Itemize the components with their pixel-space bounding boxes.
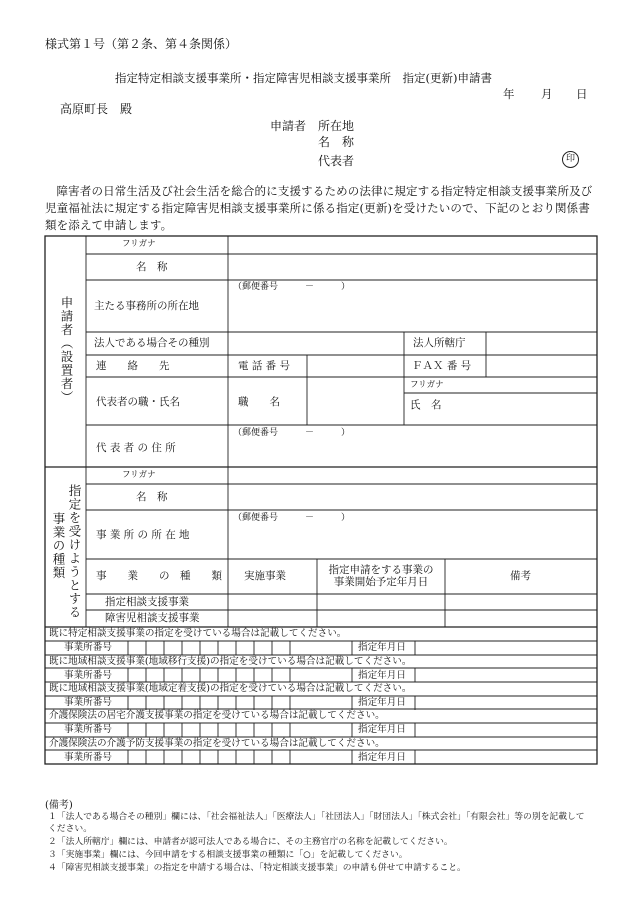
office-address-label: 事 業 所 の 所 在 地: [96, 529, 190, 541]
main-office-postal: （郵便番号 － ）: [233, 282, 351, 292]
start-date-line-2: 事業開始予定年月日: [333, 576, 429, 588]
past-office-number-label: 事業所番号: [64, 724, 112, 735]
past-section-heading: 既に地域相談支援事業(地域移行支援)の指定を受けている場合は記載してください。: [49, 656, 412, 667]
side-business-heading-2: 事業の種類: [51, 512, 66, 580]
past-designated-date-label: 指定年月日: [358, 697, 406, 708]
side-business-heading-1: 指定を受けようとする: [67, 484, 82, 619]
start-date-label: [318, 564, 444, 588]
type-child-consultation: 障害児相談支援事業: [105, 612, 200, 624]
name-label: 名 称: [136, 261, 168, 273]
rep-surname-label: 氏 名: [410, 399, 442, 411]
phone-label: 電 話 番 号: [238, 360, 291, 372]
rep-position-label: 職 名: [238, 396, 280, 408]
past-designated-date-label: 指定年月日: [358, 670, 406, 681]
past-designated-date-label: 指定年月日: [358, 642, 406, 653]
past-section-heading: 介護保険法の介護予防支援事業の指定を受けている場合は記載してください。: [49, 738, 385, 749]
applicant-rep-label: 代表者: [318, 154, 355, 168]
corp-type-label: 法人である場合その種別: [94, 337, 210, 349]
past-office-number-label: 事業所番号: [64, 752, 112, 763]
side-applicant-heading: 申請者（設置者）: [59, 296, 74, 404]
rep-name-label: 代表者の職・氏名: [96, 396, 180, 408]
corp-authority-label: 法人所轄庁: [413, 337, 466, 349]
past-office-number-label: 事業所番号: [64, 697, 112, 708]
notes-title: (備考): [45, 800, 73, 811]
past-section-heading: 既に特定相談支援事業の指定を受けている場合は記載してください。: [49, 628, 347, 639]
date-month: 月: [541, 87, 553, 101]
note-1: １「法人である場合その種別」欄には、「社会福祉法人」「医療法人」「社団法人」「財団法人」「株式会社」「有限会社」等の別を記載してください。: [48, 812, 585, 834]
applicant-name-label: 名 称: [318, 135, 355, 149]
document-title: 指定特定相談支援事業所・指定障害児相談支援事業所 指定(更新)申請書: [115, 71, 492, 85]
past-office-number-label: 事業所番号: [64, 642, 112, 653]
applicant-address-label: 所在地: [318, 119, 355, 133]
remarks-label: 備考: [510, 570, 531, 582]
past-section-heading: 介護保険法の居宅介護支援事業の指定を受けている場合は記載してください。: [49, 710, 385, 721]
business-type-label: 事 業 の 種 類: [96, 570, 222, 582]
past-section-heading: 既に地域相談支援事業(地域定着支援)の指定を受けている場合は記載してください。: [49, 683, 412, 694]
note-2: ２「法人所轄庁」欄には、申請者が認可法人である場合に、その主務官庁の名称を記載してください。: [48, 837, 453, 847]
start-date-line-1: 指定申請をする事業の: [328, 564, 434, 576]
note-3: ３「実施事業」欄には、今回申請をする相談支援事業の種類に「○」を記載してください。: [48, 850, 408, 860]
applicant-label: 申請者: [270, 119, 307, 133]
contact-label: 連 絡 先: [96, 360, 170, 372]
rep-address-postal: （郵便番号 － ）: [233, 428, 351, 438]
date-year: 年: [503, 87, 515, 101]
office-address-postal: （郵便番号 － ）: [233, 513, 351, 523]
main-office-label: 主たる事務所の所在地: [94, 300, 199, 312]
seal-mark: 印: [562, 151, 579, 168]
implemented-label: 実施事業: [244, 570, 286, 582]
type-specified-consultation: 指定相談支援事業: [105, 596, 189, 608]
fax-label: ＦＡＸ 番 号: [412, 360, 472, 372]
rep-address-label: 代 表 者 の 住 所: [96, 442, 176, 454]
office-furigana-label: フリガナ: [122, 470, 156, 480]
past-office-number-label: 事業所番号: [64, 670, 112, 681]
form-number: 様式第１号（第２条、第４条関係）: [45, 37, 238, 51]
past-designated-date-label: 指定年月日: [358, 724, 406, 735]
addressee: 高原町長 殿: [60, 102, 133, 116]
note-4: ４「障害児相談支援事業」の指定を申請する場合は、「特定相談支援事業」の申請も併せて申請すること。: [48, 863, 466, 873]
past-designated-date-label: 指定年月日: [358, 752, 406, 763]
application-statement: 障害者の日常生活及び社会生活を総合的に支援するための法律に規定する指定特定相談支援事業所及び児童福祉法に規定する指定障害児相談支援事業所に係る指定(更新)を受けたいので、下記のとおり関係書類を添えて申請します。: [45, 184, 593, 232]
office-name-label: 名 称: [136, 491, 168, 503]
furigana-label: フリガナ: [122, 239, 156, 249]
rep-furigana-label: フリガナ: [410, 380, 444, 390]
date-day: 日: [576, 87, 588, 101]
